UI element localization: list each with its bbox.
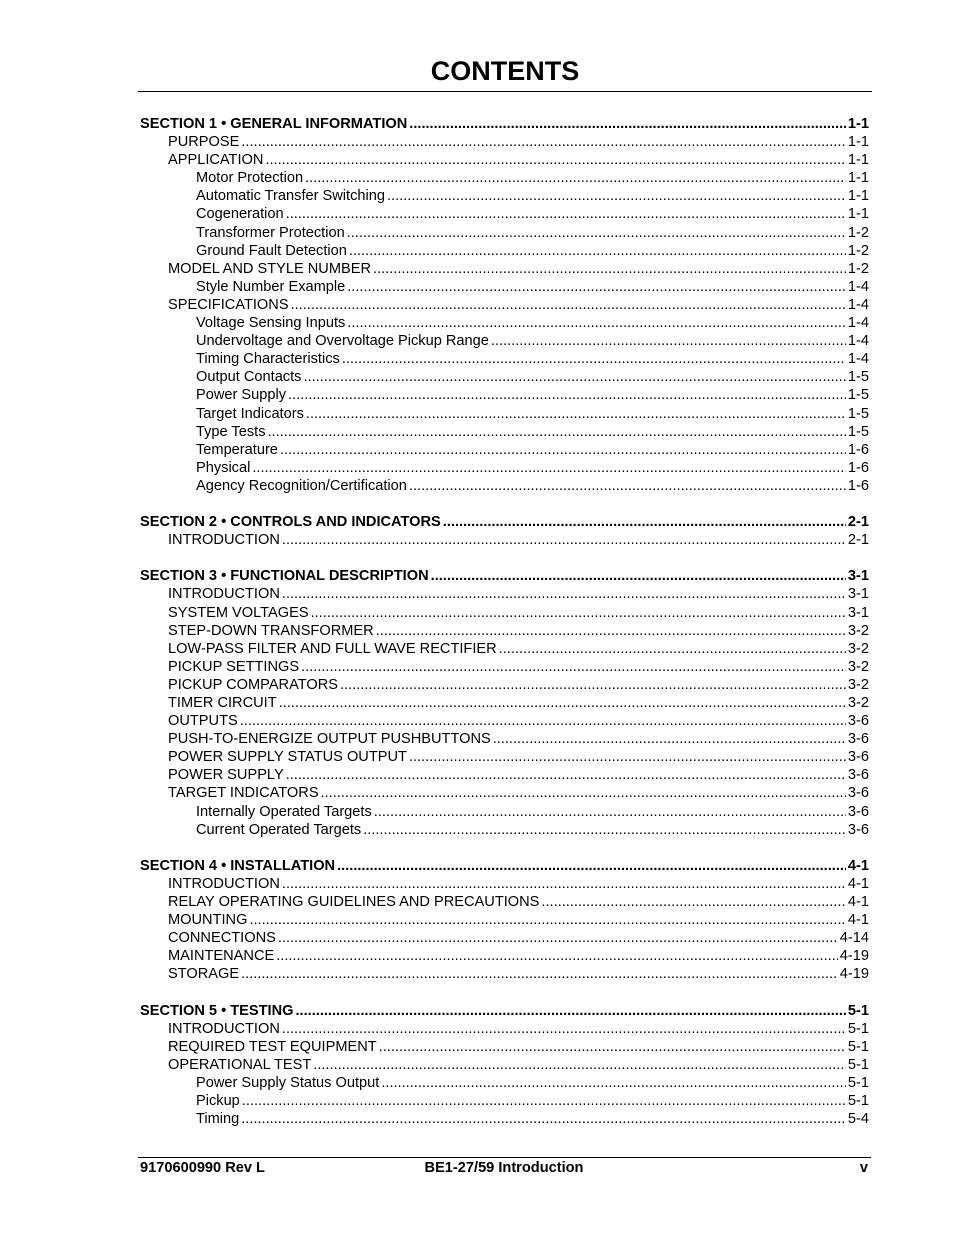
toc-entry-page: 4-1 [847, 875, 869, 892]
toc-entry-label: PICKUP COMPARATORS [168, 676, 339, 693]
toc-entry[interactable] [140, 187, 869, 205]
toc-entry-label: Timing [196, 1111, 240, 1128]
dot-leader [288, 386, 846, 404]
toc-section-entry[interactable] [140, 857, 869, 875]
dot-leader [282, 531, 846, 549]
dot-leader [493, 730, 846, 748]
toc-entry[interactable] [140, 405, 869, 423]
toc-entry[interactable] [140, 947, 869, 965]
toc-entry-page: 4-14 [839, 930, 869, 947]
dot-leader [431, 567, 846, 585]
page-title: CONTENTS [430, 56, 580, 86]
toc-entry-page: 1-4 [847, 351, 869, 368]
toc-entry[interactable] [140, 622, 869, 640]
toc-entry[interactable] [140, 260, 869, 278]
toc-entry[interactable] [140, 151, 869, 169]
toc-entry-page: 3-6 [847, 713, 869, 730]
toc-entry-label: CONNECTIONS [168, 930, 276, 947]
toc-entry-page: 1-1 [847, 188, 869, 205]
toc-entry-label: Internally Operated Targets [196, 803, 372, 820]
dot-leader [340, 676, 846, 694]
toc-entry[interactable] [140, 784, 869, 802]
dot-leader [311, 604, 846, 622]
toc-entry-label: Voltage Sensing Inputs [196, 315, 346, 332]
toc-entry[interactable] [140, 459, 869, 477]
toc-entry-label: Agency Recognition/Certification [196, 477, 407, 494]
toc-entry-label: OUTPUTS [168, 713, 238, 730]
dot-leader [387, 187, 846, 205]
toc-entry-label: PICKUP SETTINGS [168, 658, 300, 675]
toc-entry-label: Temperature [196, 441, 278, 458]
dot-leader [376, 622, 846, 640]
toc-entry[interactable] [140, 1020, 869, 1038]
toc-entry-page: 1-2 [847, 260, 869, 277]
dot-leader [282, 585, 846, 603]
dot-leader [347, 224, 846, 242]
footer-divider [138, 1157, 871, 1158]
toc-entry-label: Transformer Protection [196, 224, 345, 241]
dot-leader [443, 513, 846, 531]
toc-entry-label: LOW-PASS FILTER AND FULL WAVE RECTIFIER [168, 640, 497, 657]
toc-entry-page: 1-1 [847, 170, 869, 187]
toc-entry-page: 1-4 [847, 296, 869, 313]
toc-entry-page: 5-1 [847, 1020, 869, 1037]
toc-entry[interactable] [140, 242, 869, 260]
toc-entry-page: 1-5 [847, 423, 869, 440]
toc-entry-page: 4-19 [839, 966, 869, 983]
dot-leader [268, 423, 846, 441]
toc-entry-label: Automatic Transfer Switching [196, 188, 385, 205]
dot-leader [409, 477, 846, 495]
section-spacer [140, 549, 869, 567]
dot-leader [374, 803, 846, 821]
dot-leader [305, 169, 846, 187]
toc-entry-page: 3-6 [847, 821, 869, 838]
dot-leader [265, 151, 845, 169]
toc-entry-page: 1-4 [847, 278, 869, 295]
toc-entry[interactable] [140, 133, 869, 151]
toc-entry[interactable] [140, 205, 869, 223]
toc-entry-label: REQUIRED TEST EQUIPMENT [168, 1038, 377, 1055]
toc-entry-page: 4-1 [847, 912, 869, 929]
toc-entry[interactable] [140, 929, 869, 947]
toc-entry-page: 3-6 [847, 767, 869, 784]
toc-entry-page: 1-4 [847, 315, 869, 332]
toc-entry-label: Motor Protection [196, 170, 304, 187]
toc-entry-label: INTRODUCTION [168, 586, 280, 603]
toc-entry-page: 4-1 [847, 894, 869, 911]
toc-entry-page: 3-6 [847, 731, 869, 748]
toc-entry-page: 1-5 [847, 369, 869, 386]
dot-leader [301, 658, 846, 676]
toc-section-entry[interactable] [140, 513, 869, 531]
toc-entry-label: OPERATIONAL TEST [168, 1056, 312, 1073]
toc-entry-label: Timing Characteristics [196, 351, 340, 368]
toc-entry[interactable] [140, 296, 869, 314]
footer-document-number: 9170600990 Rev L [140, 1160, 265, 1176]
dot-leader [347, 314, 846, 332]
dot-leader [321, 784, 846, 802]
toc-entry-page: 3-2 [847, 622, 869, 639]
dot-leader [373, 260, 846, 278]
toc-entry[interactable] [140, 676, 869, 694]
dot-leader [280, 441, 846, 459]
dot-leader [241, 133, 846, 151]
toc-entry-label: Current Operated Targets [196, 821, 362, 838]
toc-entry-label: Output Contacts [196, 369, 302, 386]
toc-entry-page: 3-2 [847, 695, 869, 711]
toc-entry-page: 1-6 [847, 441, 869, 458]
toc-section-entry[interactable] [140, 1002, 869, 1020]
dot-leader [286, 766, 846, 784]
section-spacer [140, 495, 869, 513]
toc-entry-label: Type Tests [196, 423, 266, 440]
toc-entry[interactable] [140, 1092, 869, 1110]
toc-entry-label: INTRODUCTION [168, 875, 280, 892]
toc-entry-label: Undervoltage and Overvoltage Pickup Range [196, 333, 489, 350]
toc-entry-page: 2-1 [847, 514, 869, 531]
dot-leader [409, 748, 846, 766]
toc-entry[interactable] [140, 965, 869, 983]
toc-entry[interactable] [140, 821, 869, 839]
dot-leader [241, 1110, 846, 1128]
toc-entry-label: TIMER CIRCUIT [168, 695, 277, 711]
dot-leader [279, 694, 846, 712]
toc-entry-page: 1-1 [847, 134, 869, 151]
toc-entry-page: 3-6 [847, 749, 869, 766]
dot-leader [381, 1074, 846, 1092]
toc-entry-page: 5-1 [847, 1038, 869, 1055]
toc-entry-label: RELAY OPERATING GUIDELINES AND PRECAUTIONS [168, 894, 540, 911]
section-spacer [140, 839, 869, 857]
toc-entry-label: Power Supply [196, 387, 287, 404]
toc-entry-page: 4-19 [839, 948, 869, 965]
toc-entry-label: SPECIFICATIONS [168, 296, 289, 313]
toc-entry[interactable] [140, 386, 869, 404]
dot-leader [282, 1020, 846, 1038]
dot-leader [291, 296, 846, 314]
toc-entry-page: 3-6 [847, 803, 869, 820]
toc-entry[interactable] [140, 658, 869, 676]
dot-leader [286, 205, 846, 223]
toc-entry-page: 3-1 [847, 586, 869, 603]
toc-entry[interactable] [140, 694, 869, 712]
dot-leader [306, 405, 846, 423]
dot-leader [249, 911, 845, 929]
toc-entry-label: TARGET INDICATORS [168, 785, 319, 802]
toc-entry-page: 3-1 [847, 568, 869, 585]
toc-entry-page: 3-2 [847, 640, 869, 657]
toc-entry-page: 1-2 [847, 242, 869, 259]
toc-entry-page: 5-1 [847, 1093, 869, 1110]
toc-entry-label: Style Number Example [196, 278, 346, 295]
toc-entry[interactable] [140, 278, 869, 296]
toc-section-entry[interactable] [140, 567, 869, 585]
toc-entry[interactable] [140, 423, 869, 441]
dot-leader [276, 947, 838, 965]
toc-entry[interactable] [140, 585, 869, 603]
dot-leader [252, 459, 846, 477]
dot-leader [499, 640, 846, 658]
toc-entry-label: Target Indicators [196, 405, 304, 422]
footer-document-title: BE1-27/59 Introduction [424, 1160, 584, 1176]
dot-leader [349, 242, 846, 260]
dot-leader [241, 965, 838, 983]
toc-entry-label: Ground Fault Detection [196, 242, 347, 259]
toc-entry-page: 1-1 [847, 206, 869, 223]
toc-entry[interactable] [140, 730, 869, 748]
toc-entry-label: SECTION 5 • TESTING [140, 1002, 294, 1019]
toc-entry-label: SECTION 1 • GENERAL INFORMATION [140, 116, 408, 132]
toc-entry-page: 3-2 [847, 658, 869, 675]
toc-entry[interactable] [140, 893, 869, 911]
toc-entry-page: 3-2 [847, 676, 869, 693]
toc-entry[interactable] [140, 224, 869, 242]
toc-entry-page: 1-6 [847, 459, 869, 476]
section-spacer [140, 984, 869, 1002]
toc-entry-page: 1-2 [847, 224, 869, 241]
dot-leader [541, 893, 845, 911]
toc-entry[interactable] [140, 350, 869, 368]
dot-leader [242, 1092, 846, 1110]
table-of-contents [140, 115, 869, 1128]
toc-entry-page: 2-1 [847, 532, 869, 549]
toc-entry-label: POWER SUPPLY [168, 767, 284, 784]
toc-entry[interactable] [140, 1110, 869, 1128]
toc-entry-page: 5-1 [847, 1074, 869, 1091]
toc-entry[interactable] [140, 803, 869, 821]
toc-entry[interactable] [140, 1056, 869, 1074]
toc-entry-page: 5-1 [847, 1056, 869, 1073]
toc-entry[interactable] [140, 1038, 869, 1056]
dot-leader [491, 332, 846, 350]
toc-entry-page: 5-4 [847, 1111, 869, 1128]
toc-entry-page: 1-4 [847, 333, 869, 350]
toc-entry[interactable] [140, 766, 869, 784]
toc-entry[interactable] [140, 531, 869, 549]
dot-leader [282, 875, 846, 893]
toc-entry-label: POWER SUPPLY STATUS OUTPUT [168, 749, 407, 766]
dot-leader [240, 712, 846, 730]
toc-entry-label: Physical [196, 459, 251, 476]
toc-entry-label: INTRODUCTION [168, 532, 280, 549]
toc-entry[interactable] [140, 477, 869, 495]
toc-entry[interactable] [140, 604, 869, 622]
toc-entry[interactable] [140, 314, 869, 332]
toc-entry-label: PURPOSE [168, 134, 240, 151]
toc-entry-label: SYSTEM VOLTAGES [168, 604, 309, 621]
toc-entry-label: SECTION 2 • CONTROLS AND INDICATORS [140, 514, 441, 531]
toc-entry-page: 1-5 [847, 405, 869, 422]
dot-leader [342, 350, 846, 368]
toc-entry[interactable] [140, 169, 869, 187]
toc-entry[interactable] [140, 332, 869, 350]
dot-leader [337, 857, 846, 875]
toc-entry-label: MODEL AND STYLE NUMBER [168, 260, 372, 277]
toc-entry-label: SECTION 3 • FUNCTIONAL DESCRIPTION [140, 568, 429, 585]
toc-entry-label: APPLICATION [168, 152, 264, 169]
dot-leader [347, 278, 846, 296]
dot-leader [409, 115, 846, 133]
toc-entry-label: INTRODUCTION [168, 1020, 280, 1037]
toc-entry-label: MOUNTING [168, 912, 248, 929]
toc-entry[interactable] [140, 875, 869, 893]
toc-entry[interactable] [140, 368, 869, 386]
toc-entry[interactable] [140, 748, 869, 766]
toc-entry[interactable] [140, 441, 869, 459]
dot-leader [363, 821, 846, 839]
toc-entry-page: 1-1 [847, 116, 869, 132]
dot-leader [313, 1056, 846, 1074]
toc-entry[interactable] [140, 640, 869, 658]
title-divider [138, 91, 872, 92]
toc-entry[interactable] [140, 1074, 869, 1092]
toc-entry[interactable] [140, 911, 869, 929]
footer-page-number: v [859, 1160, 868, 1176]
toc-entry[interactable] [140, 712, 869, 730]
toc-entry-page: 5-1 [847, 1002, 869, 1019]
toc-entry-label: SECTION 4 • INSTALLATION [140, 857, 336, 874]
toc-entry-label: Cogeneration [196, 206, 284, 223]
toc-entry-page: 1-1 [847, 152, 869, 169]
toc-entry-label: STEP-DOWN TRANSFORMER [168, 622, 374, 639]
toc-entry-label: Power Supply Status Output [196, 1074, 380, 1091]
toc-section-entry[interactable] [140, 115, 869, 133]
toc-entry-page: 1-6 [847, 477, 869, 494]
toc-entry-label: PUSH-TO-ENERGIZE OUTPUT PUSHBUTTONS [168, 731, 491, 748]
toc-entry-label: Pickup [196, 1093, 240, 1110]
dot-leader [278, 929, 838, 947]
dot-leader [303, 368, 845, 386]
toc-entry-page: 3-1 [847, 604, 869, 621]
dot-leader [296, 1002, 846, 1020]
toc-entry-label: STORAGE [168, 966, 240, 983]
toc-entry-page: 4-1 [847, 857, 869, 874]
toc-entry-label: MAINTENANCE [168, 948, 275, 965]
toc-entry-page: 3-6 [847, 785, 869, 802]
toc-entry-page: 1-5 [847, 387, 869, 404]
dot-leader [379, 1038, 846, 1056]
